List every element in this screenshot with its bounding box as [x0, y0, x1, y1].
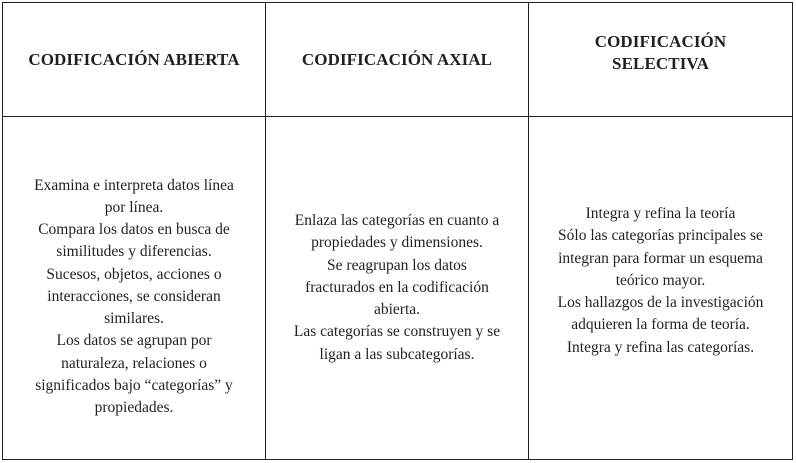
- cell-text-line: propiedades.: [94, 398, 174, 416]
- cell-text-line: Integra y refina las categorías.: [566, 338, 755, 356]
- header-text: CODIFICACIÓN AXIAL: [301, 49, 493, 69]
- content-row: [3, 117, 793, 460]
- cell-text-line: Se reagrupan los datos: [327, 256, 467, 274]
- cell-text-line: similares.: [104, 310, 164, 328]
- header-row: [3, 3, 793, 117]
- cell-axial-coding: [266, 117, 529, 460]
- header-open-coding: [3, 3, 266, 117]
- coding-comparison-table: [2, 2, 793, 460]
- cell-text-line: por línea.: [104, 199, 164, 217]
- cell-text-line: significados bajo “categorías” y: [35, 376, 233, 394]
- cell-text-line: fracturados en la codificación: [305, 278, 489, 296]
- cell-open-coding: [3, 117, 266, 460]
- cell-text-line: integran para formar un esquema: [558, 249, 763, 267]
- cell-text-line: propiedades y dimensiones.: [311, 234, 483, 252]
- cell-text-line: Sucesos, objetos, acciones o: [46, 265, 222, 283]
- cell-text-line: ligan a las subcategorías.: [319, 345, 475, 363]
- header-text: CODIFICACIÓN: [594, 31, 727, 51]
- cell-text-line: Sólo las categorías principales se: [558, 227, 763, 245]
- cell-text-line: Compara los datos en busca de: [38, 221, 230, 239]
- cell-text-line: Los hallazgos de la investigación: [557, 294, 764, 312]
- cell-text-line: adquieren la forma de teoría.: [571, 316, 750, 334]
- header-selective-coding: [529, 3, 793, 117]
- cell-text-line: teórico mayor.: [615, 271, 706, 289]
- cell-text-line: abierta.: [373, 301, 421, 319]
- header-text: SELECTIVA: [612, 53, 709, 73]
- cell-text-line: Enlaza las categorías en cuanto a: [294, 212, 500, 230]
- cell-text-line: naturaleza, relaciones o: [61, 354, 207, 372]
- cell-text-line: Examina e interpreta datos línea: [34, 176, 234, 194]
- cell-text-line: similitudes y diferencias.: [56, 243, 212, 261]
- header-text: CODIFICACIÓN ABIERTA: [28, 49, 240, 69]
- cell-selective-coding: [529, 117, 793, 460]
- cell-text-line: Las categorías se construyen y se: [293, 323, 501, 341]
- cell-text-line: Integra y refina la teoría: [585, 205, 736, 223]
- header-axial-coding: [266, 3, 529, 117]
- cell-text-line: interacciones, se consideran: [47, 287, 221, 305]
- cell-text-line: Los datos se agrupan por: [56, 332, 212, 350]
